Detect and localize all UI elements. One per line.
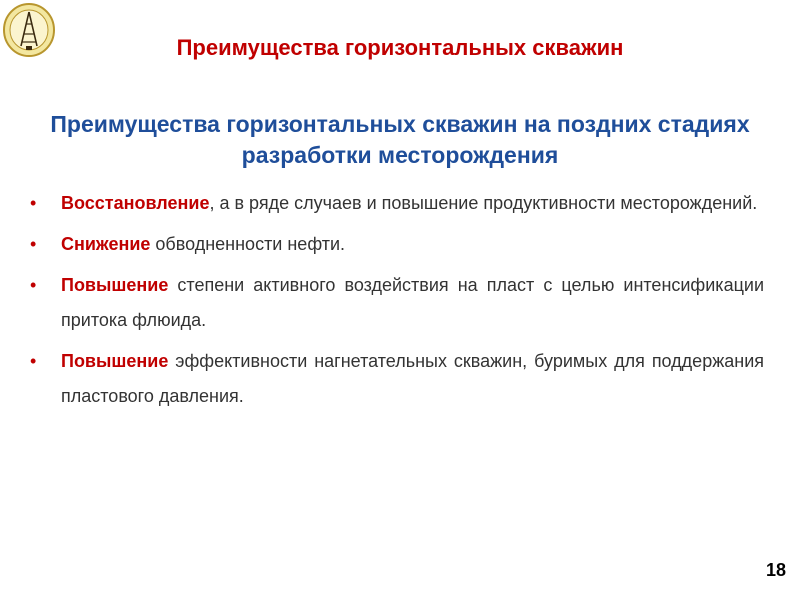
slide-title: Преимущества горизонтальных скважин [176, 35, 624, 60]
list-item [30, 344, 764, 414]
bullet-icon: • [30, 193, 37, 213]
bullet-text: степени активного воздействия на пласт с целью интенсификации притока флюида. [61, 275, 764, 330]
bullet-list [30, 186, 764, 420]
bullet-keyword: Восстановление [61, 193, 210, 213]
bullet-icon: • [30, 351, 37, 371]
page-number: 18 [765, 560, 786, 580]
bullet-text: эффективности нагнетательных скважин, буримых для поддержания пластового давления. [61, 351, 764, 406]
bullet-text: обводненности нефти. [150, 234, 346, 254]
bullet-icon: • [30, 234, 37, 254]
bullet-keyword: Повышение [61, 275, 169, 295]
list-item [30, 268, 764, 338]
bullet-text: , а в ряде случаев и повышение продуктивности месторождений. [209, 193, 758, 213]
section-subtitle: Преимущества горизонтальных скважин на поздних стадиях разработки месторождения [50, 111, 750, 168]
list-item [30, 186, 764, 221]
list-item [30, 227, 764, 262]
bullet-icon: • [30, 275, 37, 295]
bullet-keyword: Снижение [61, 234, 151, 254]
bullet-keyword: Повышение [61, 351, 169, 371]
